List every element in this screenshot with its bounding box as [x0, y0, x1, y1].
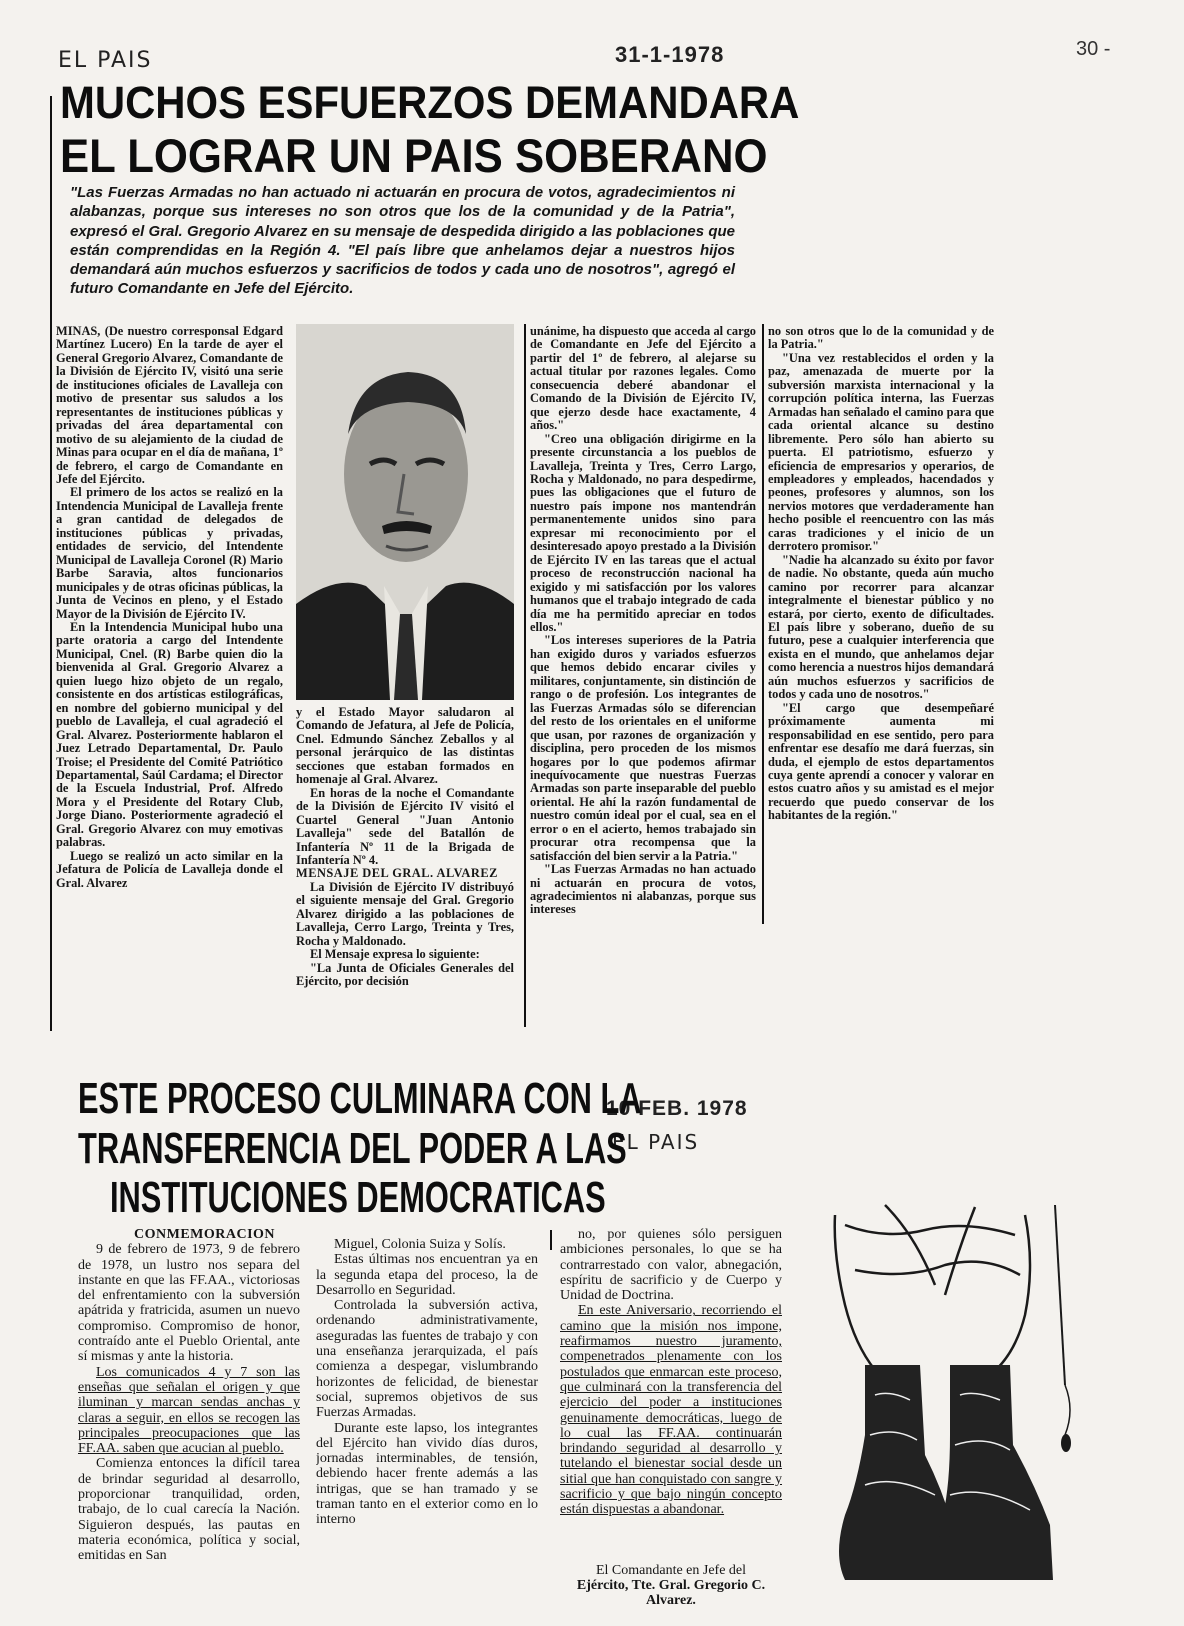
article1-col2-paragraph: y el Estado Mayor saludaron al Comando de Jefatura, al Jefe de Policía, Cnel. Edmundo Sánchez Zeballos y al personal jerárquico de las distintas secciones que estaban formados en homenaje al Gral. Alvarez. [296, 706, 514, 787]
article1-col4-paragraph: "El cargo que desempeñaré próximamente aumenta mi responsabilidad en ese sentido, pero para enfrentar ese desafío me dará fuerzas, sin duda, el ejemplo de estos departamentos cuya gente aprendí a conocer y valorar en estos cuatro años y su amistad es el mejor recuerdo que puedo conservar de los habitantes de la región." [768, 700, 994, 823]
portrait-of-general-photo [296, 324, 514, 700]
article2-col2-paragraph: Estas últimas nos encuentran ya en la segunda etapa del proceso, la de Desarrollo en Seguridad. [316, 1252, 538, 1298]
article2-col1-paragraph: 9 de febrero de 1973, 9 de febrero de 1978, un lustro nos separa del instante en que las FF.AA., victoriosas del enfrentamiento con la subversión apátrida y fratricida, asumen un nuevo compromiso. Compromiso de honor, contraído ante el Pueblo Oriental, ante sí mismas y ante la historia. [78, 1242, 300, 1365]
article1-col2b-paragraph: "La Junta de Oficiales Generales del Ejército, por decisión [296, 960, 514, 989]
signature-name: Ejército, Tte. Gral. Gregorio C. Alvarez. [576, 1578, 766, 1608]
article1-col4-paragraph: no son otros que lo de la comunidad y de la Patria." [768, 325, 994, 352]
boots-illustration [825, 1195, 1125, 1595]
handwritten-paper-name: EL PAIS [58, 48, 153, 73]
handwritten-paper-name: EL PAIS [612, 1130, 700, 1154]
article2-signature [560, 1563, 782, 1608]
article1-col2-paragraph: En horas de la noche el Comandante de la División de Ejército IV visitó el Cuartel General "Juan Antonio Lavalleja" sede del Batallón de Infantería Nº 11 de la Brigada de Infantería Nº 4. [296, 785, 514, 867]
article2-col3-paragraph: En este Aniversario, recorriendo el camino que la misión nos impone, reafirmamos nuestro juramento, compenetrados plenamente con los postulados que enmarcan este proceso, que culminará con la transferencia del ejercicio del poder a instituciones genuinamente democráticas, luego de lo cual las FF.AA. continuarán brindando seguridad al desarrollo y tutelando el bienestar social desde un sitial que han conquistado con sangre y sacrificio y que bajo ningún concepto están dispuestas a abandonar. [560, 1303, 782, 1518]
article1-col4-paragraph: "Nadie ha alcanzado su éxito por favor de nadie. No obstante, queda aún mucho camino por recorrer para alcanzar integralmente el bienestar público y no estará, por cierto, exento de dificultades. El país libre y soberano, dueño de su futuro, pese a cualquier interferencia que exista en el mundo, que anhelamos dejar como herencia a nuestros hijos demandará aún muchos esfuerzos y sacrificios de todos y cada uno de nosotros." [768, 552, 994, 702]
signature-line: El Comandante en Jefe del [595, 1563, 747, 1578]
article1-col1-paragraph: MINAS, (De nuestro corresponsal Edgard Martínez Lucero) En la tarde de ayer el General Gregorio Alvarez, Comandante de la División de Ejército IV, visitó una serie de instituciones oficiales de Lavalleja con motivo de presentar sus saludos a los representantes de instituciones públicas y privadas del área departamental con motivo de su alejamiento de la ciudad de Minas para ocupar en el día de mañana, 1º de febrero, el cargo de Comandante en Jefe del Ejército. [56, 325, 283, 486]
article2-subheading: CONMEMORACION [134, 1227, 276, 1242]
article1-headline-line1: MUCHOS ESFUERZOS DEMANDARA [60, 77, 800, 128]
page-number: 30 - [1076, 38, 1111, 60]
article2-col2-paragraph: Durante este lapso, los integrantes del Ejército han vivido días duros, jornadas interminables, de tensión, debiendo hacer frente además a las intrigas, que se han tramado y se traman tanto en el exterior como en lo interno [316, 1420, 538, 1528]
article2-headline-line1: ESTE PROCESO CULMINARA CON LA [78, 1074, 642, 1123]
article1-col3-paragraph: "Los intereses superiores de la Patria han exigido duros y variados esfuerzos que hemos debido encarar civiles y militares, conjuntamente, sin distinción de rango o de profesión. Los integrantes de las Fuerzas Armadas sólo se diferencian del resto de los orientales en el uniforme que usan, por razones de organización y disciplina, pero proceden de los mismos hogares por lo que podemos afirmar inequívocamente que nuestras Fuerzas Armadas son parte inseparable del pueblo oriental. He ahí la razón fundamental de nuestro común ideal por el cual, sea en el error o en el acierto, hemos trabajado sin procurar otra recompensa que la satisfacción del bien servir a la Patria." [530, 633, 756, 863]
article2-column-1 [78, 1227, 300, 1622]
article2-column-3 [560, 1227, 782, 1557]
article1-lede: "Las Fuerzas Armadas no han actuado ni actuarán en procura de votos, agradecimientos ni alabanzas, porque sus intereses no son otros que los de la comunidad y de la Patria", expresó el Gral. Gregorio Alvarez en su mensaje de despedida dirigido a las poblaciones que están comprendidas en la Región 4. "El país libre que anhelamos dejar a nuestros hijos demandará aún muchos esfuerzos y sacrificios de todos y cada uno de nosotros", agregó el futuro Comandante en Jefe del Ejército. [70, 184, 735, 298]
article1-col2b-paragraph: El Mensaje expresa lo siguiente: [310, 947, 480, 962]
military-boots-and-sword-drawing [825, 1195, 1125, 1595]
column-divider [524, 324, 526, 1027]
clipping-date: 31-1-1978 [615, 42, 725, 67]
article1-col4-paragraph: "Una vez restablecidos el orden y la paz, amenazada de muerte por la subversión marxista internacional y la corrupción política interna, las Fuerzas Armadas han señalado el camino para que cada oriental alcance su destino libremente. Pero sólo han abierto su puerta. El patriotismo, esfuerzo y eficiencia de empresarios y operarios, de empleadores y empleados, hacendados y peones, profesores y alumnos, son los nervios motores que verdaderamente han hecho posible el reencuentro con las más caras tradiciones y el inicio de un derrotero promisor." [768, 350, 994, 554]
article1-headline-line2: EL LOGRAR UN PAIS SOBERANO [60, 129, 768, 182]
article1-col3-paragraph: "Creo una obligación dirigirme en la presente circunstancia a los pueblos de Lavalleja, Treinta y Tres, Cerro Largo, Rocha y Maldonado, no para despedirme, pues las obligaciones que el futuro de nuestro país impone nos mantendrán permanentemente unidos sino para expresar mi reconocimiento por el desinteresado apoyo prestado a la División de Ejército IV en las tareas que el actual proceso de reconstrucción nacional ha exigido y mi satisfacción por los valores humanos que el trabajo integrado de cada día me ha permitido apreciar en todos ellos." [530, 431, 756, 634]
article1-col1-paragraph: En la Intendencia Municipal hubo una parte oratoria a cargo del Intendente Municipal, Cnel. (R) Barbe quien dio la bienvenida al Gral. Gregorio Alvarez a quien luego hizo objeto de un regalo, consistente en dos artísticas estilográficas, en nombre del gobierno municipal y del pueblo de Lavalleja, el cual agradeció el Gral. Alvarez. Posteriormente hablaron el Juez Letrado Departamental, Dr. Paulo Troise; el Presidente del Comité Patriótico Departamental, Saúl Cardama; el Director de la Escuela Industrial, Prof. Alfredo Mora y el Presidente del Rotary Club, Jorge Diano. Posteriormente agradeció el Gral. Gregorio Alvarez con muy emotivas palabras. [56, 619, 283, 850]
article1-column-3 [530, 325, 756, 1027]
article1-column-1 [56, 325, 283, 1027]
article1-column-2 [296, 706, 514, 1027]
clipping-date-stamp: 10 FEB. 1978 [606, 1097, 748, 1120]
article1-left-rule [50, 96, 52, 1031]
article1-col1-paragraph: Luego se realizó un acto similar en la Jefatura de Policía de Lavalleja donde el Gral. Alvarez [56, 848, 283, 890]
article2-col2-paragraph: Miguel, Colonia Suiza y Solís. [334, 1237, 506, 1252]
article2-headline-line2: TRANSFERENCIA DEL PODER A LAS [78, 1124, 627, 1173]
article2-col2-paragraph: Controlada la subversión activa, ordenando administrativamente, aseguradas las fuentes de trabajo y con una enseñanza jerarquizada, el país comienza a despegar, vislumbrando horizontes de felicidad, de bienestar social, supremos objetivos de sus Fuerzas Armadas. [316, 1298, 538, 1421]
portrait-photo [296, 324, 514, 700]
article2-col1-paragraph: Comienza entonces la difícil tarea de brindar seguridad al desarrollo, proporcionar tranquilidad, orden, trabajo, de lo cual carecía la Nación. Siguieron después, las pautas en materia económica, política y social, emitidas en San [78, 1456, 300, 1564]
article2-column-2 [316, 1237, 538, 1622]
column-divider [550, 1230, 552, 1250]
article1-col3-paragraph: unánime, ha dispuesto que acceda al cargo de Comandante en Jefe del Ejército a partir del 1º de febrero, al alejarse su actual titular por razones legales. Como consecuencia deberé abandonar el Comando de la División de Ejército IV, que ejerzo desde hace exactamente, 4 años." [530, 325, 756, 433]
article1-col3-paragraph: "Las Fuerzas Armadas no han actuado ni actuarán en procura de votos, agradecimientos ni alabanzas, porque sus intereses [530, 862, 756, 917]
article1-col2-subheading: MENSAJE DEL GRAL. ALVAREZ [296, 866, 498, 881]
article1-col1-paragraph: El primero de los actos se realizó en la Intendencia Municipal de Lavalleja frente a gran cantidad de delegados de instituciones públicas y privadas, entidades de servicio, del Intendente Municipal de Lavalleja Coronel (R) Mario Barbe Saravia, altos funcionarios municipales y de otras oficinas públicas, la Junta de Vecinos en pleno, y el Estado Mayor de la División de Ejército IV. [56, 485, 283, 621]
column-divider [762, 324, 764, 924]
article2-col1-paragraph: Los comunicados 4 y 7 son las enseñas que señalan el origen y que iluminan y marcan sendas anchas y claras a seguir, en ellos se recogen las principales preocupaciones que las FF.AA. saben que acucian al pueblo. [78, 1364, 300, 1457]
article2-headline-line3: INSTITUCIONES DEMOCRATICAS [110, 1173, 606, 1222]
article1-column-4 [768, 325, 994, 925]
article1-col2b-paragraph: La División de Ejército IV distribuyó el siguiente mensaje del Gral. Gregorio Alvarez dirigido a las poblaciones de Lavalleja, Cerro Largo, Treinta y Tres, Rocha y Maldonado. [296, 879, 514, 948]
article2-col3-paragraph: no, por quienes sólo persiguen ambiciones personales, lo que se ha contrarrestado con valor, abnegación, espíritu de sacrificio y de Cuerpo y Unidad de Doctrina. [560, 1227, 782, 1304]
